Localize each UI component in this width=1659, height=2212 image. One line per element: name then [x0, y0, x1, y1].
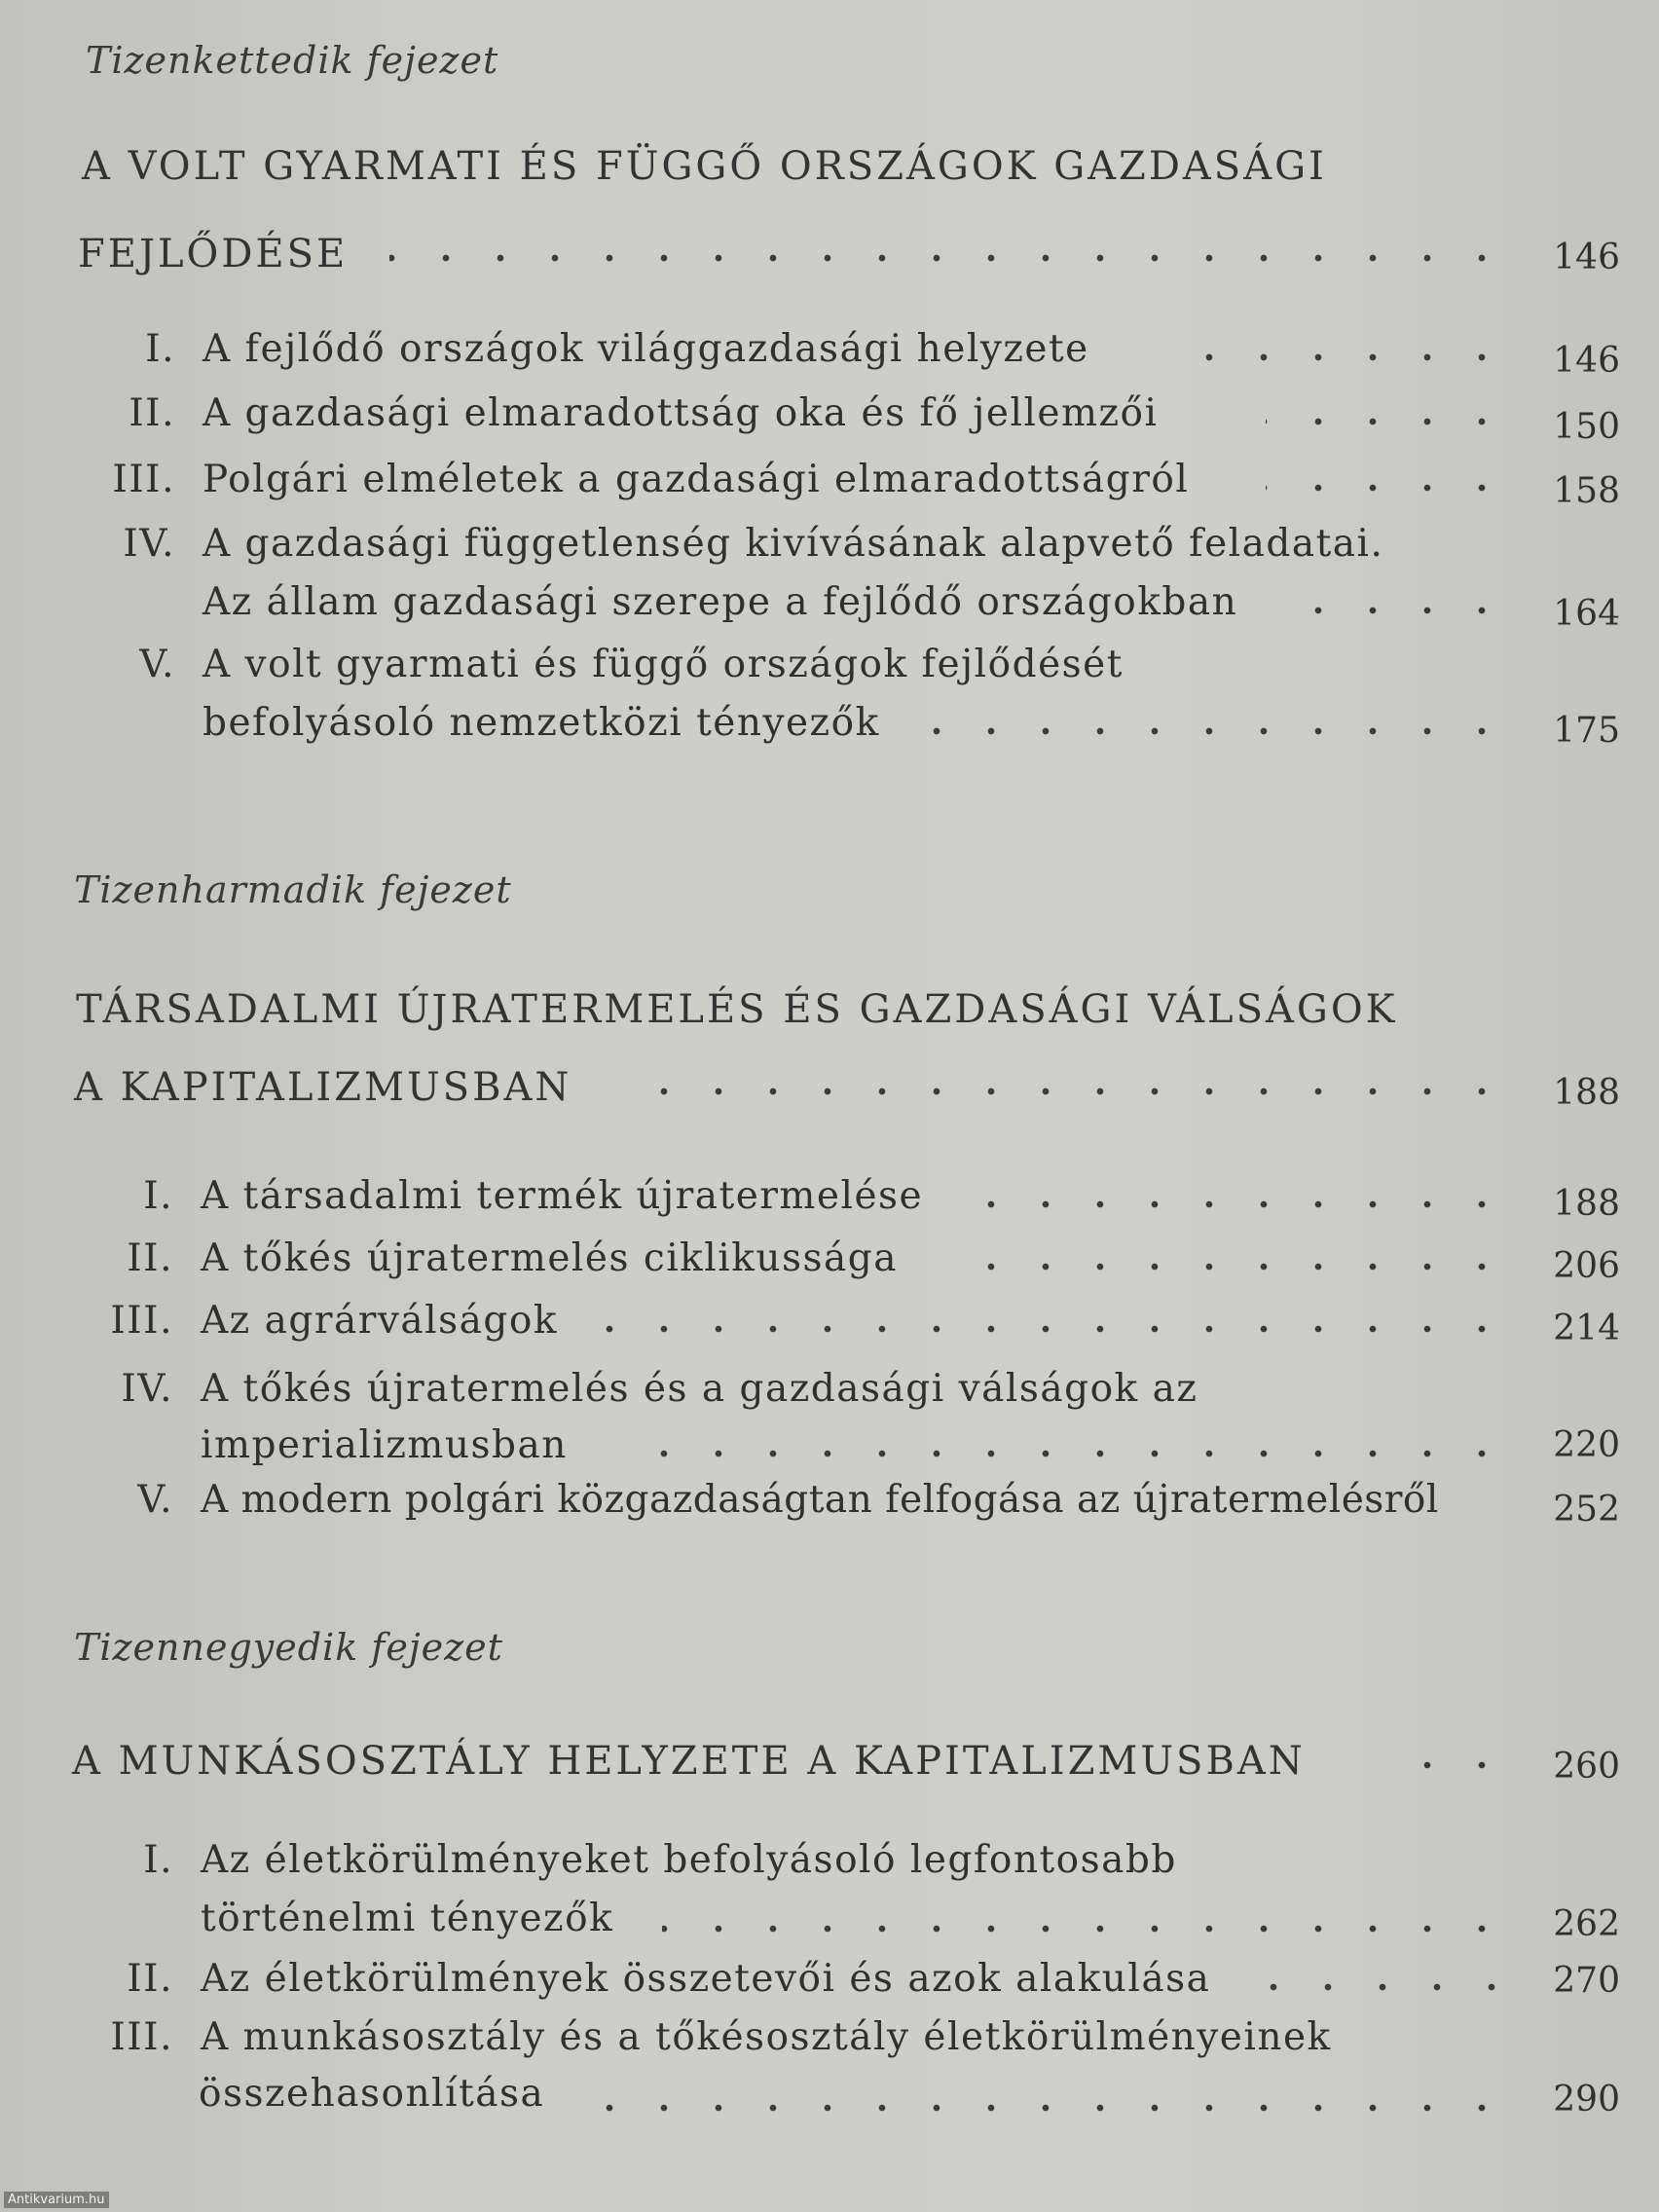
section-number: I.	[143, 1838, 173, 1882]
page-number: 188	[1553, 1184, 1620, 1224]
leader-dots	[584, 1324, 1509, 1334]
leader-dots	[974, 1262, 1509, 1272]
section-title: A munkásosztály és a tőkésosztály életkörülményeinek	[201, 2015, 1332, 2059]
section-title: imperializmusban	[201, 1423, 568, 1467]
leader-dots	[389, 253, 1509, 263]
section-number: III.	[110, 1299, 173, 1343]
section-number: II.	[127, 1236, 173, 1280]
section-title: A gazdasági függetlenség kivívásának alapvető feladatai.	[203, 522, 1384, 566]
watermark: Antikvarium.hu	[4, 2192, 109, 2208]
section-title: A modern polgári közgazdaságtan felfogása az újratermelésről	[201, 1478, 1439, 1522]
page-number: 146	[1553, 238, 1620, 277]
chapter-title-line1: A VOLT GYARMATI ÉS FÜGGŐ ORSZÁGOK GAZDASÁGI	[82, 144, 1327, 189]
leader-dots	[1266, 483, 1509, 493]
section-number: II.	[129, 391, 175, 435]
section-title: Polgári elméletek a gazdasági elmaradottságról	[203, 458, 1190, 501]
page-number: 146	[1553, 341, 1620, 381]
section-title: Az agrárválságok	[201, 1299, 558, 1343]
section-number: IV.	[123, 522, 175, 566]
page-number: 150	[1553, 407, 1620, 447]
chapter-label: Tizennegyedik fejezet	[74, 1626, 503, 1669]
chapter-title-line2: FEJLŐDÉSE	[78, 232, 349, 276]
section-number: IV.	[121, 1367, 173, 1411]
chapter-title-line2: A KAPITALIZMUSBAN	[74, 1065, 572, 1110]
page-number: 188	[1553, 1073, 1620, 1113]
leader-dots	[1285, 606, 1509, 615]
page-number: 260	[1553, 1747, 1620, 1787]
section-title: A volt gyarmati és függő országok fejlődését	[203, 643, 1124, 686]
page-number: 252	[1553, 1490, 1620, 1530]
section-number: V.	[137, 1478, 173, 1522]
page-number: 262	[1553, 1904, 1620, 1944]
section-number: II.	[127, 1957, 173, 2001]
leader-dots	[1382, 1760, 1509, 1770]
section-title: összehasonlítása	[199, 2072, 545, 2116]
section-title: történelmi tényezők	[201, 1897, 614, 1940]
section-number: III.	[110, 2015, 173, 2059]
section-title: A tőkés újratermelés és a gazdasági válságok az	[201, 1367, 1198, 1411]
page-number: 158	[1553, 471, 1620, 511]
section-number: V.	[139, 643, 175, 686]
leader-dots	[1256, 1982, 1519, 1992]
leader-dots	[565, 2103, 1509, 2113]
chapter-title-line1: A MUNKÁSOSZTÁLY HELYZETE A KAPITALIZMUSBAN	[72, 1739, 1306, 1784]
section-title: Az életkörülmények összetevői és azok alakulása	[201, 1957, 1211, 2001]
page-number: 175	[1553, 711, 1620, 751]
section-number: III.	[112, 458, 175, 501]
page-number: 290	[1553, 2080, 1620, 2120]
page-number: 164	[1553, 594, 1620, 634]
page-number: 214	[1553, 1309, 1620, 1348]
section-title: A tőkés újratermelés ciklikussága	[201, 1236, 899, 1280]
section-title: befolyásoló nemzetközi tényezők	[203, 701, 880, 745]
leader-dots	[623, 1449, 1509, 1458]
section-number: I.	[145, 327, 175, 371]
section-number: I.	[143, 1174, 173, 1218]
page-number: 206	[1553, 1246, 1620, 1286]
chapter-label: Tizenharmadik fejezet	[74, 868, 512, 911]
leader-dots	[905, 726, 1509, 736]
section-title: Az állam gazdasági szerepe a fejlődő országokban	[203, 580, 1238, 624]
page-number: 270	[1553, 1961, 1620, 2001]
section-title: A gazdasági elmaradottság oka és fő jellemzői	[203, 391, 1159, 435]
section-title: A fejlődő országok világgazdasági helyzete	[203, 327, 1089, 371]
section-title: A társadalmi termék újratermelése	[201, 1174, 924, 1218]
chapter-label: Tizenkettedik fejezet	[86, 39, 499, 82]
leader-dots	[662, 1924, 1509, 1934]
chapter-title-line1: TÁRSADALMI ÚJRATERMELÉS ÉS GAZDASÁGI VÁLSÁGOK	[76, 987, 1398, 1032]
leader-dots	[1266, 417, 1509, 426]
leader-dots	[983, 1199, 1509, 1209]
leader-dots	[633, 1087, 1509, 1096]
leader-dots	[1178, 352, 1509, 362]
section-title: Az életkörülményeket befolyásoló legfontosabb	[201, 1838, 1177, 1882]
page-number: 220	[1553, 1425, 1620, 1465]
